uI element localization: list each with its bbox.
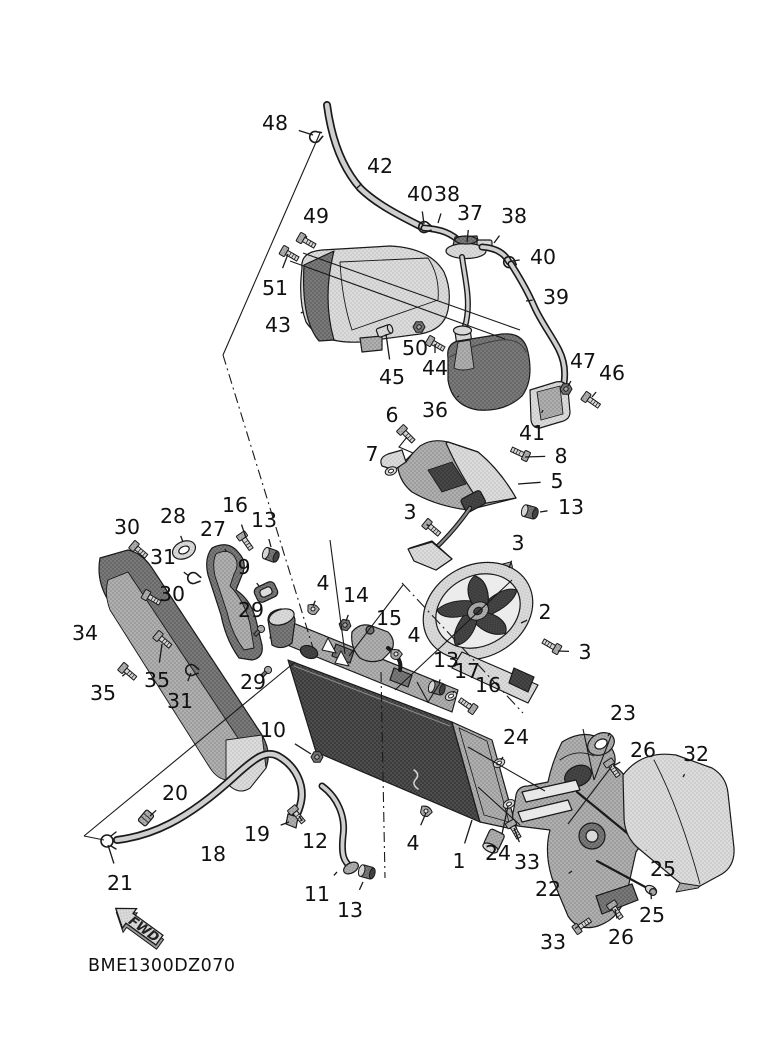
callout-38: 38 <box>500 204 528 228</box>
callout-25: 25 <box>649 857 677 881</box>
callout-13: 13 <box>557 495 585 519</box>
callout-47: 47 <box>569 349 597 373</box>
nut-47 <box>560 384 572 394</box>
callout-40: 40 <box>529 245 557 269</box>
callout-44: 44 <box>421 356 449 380</box>
callout-19: 19 <box>243 822 271 846</box>
leader-line-49 <box>306 236 307 238</box>
callout-17: 17 <box>453 659 481 683</box>
part-code: BME1300DZ070 <box>88 956 236 976</box>
reservoir-tank-36 <box>448 326 530 410</box>
callout-4: 4 <box>407 623 421 647</box>
callout-12: 12 <box>301 829 329 853</box>
leader-line-7 <box>387 468 388 469</box>
callout-29: 29 <box>237 598 265 622</box>
callout-31: 31 <box>166 689 194 713</box>
callout-15: 15 <box>375 606 403 630</box>
callout-20: 20 <box>161 781 189 805</box>
radiator-filler-neck <box>267 606 296 648</box>
callout-32: 32 <box>682 742 710 766</box>
callout-41: 41 <box>518 421 546 445</box>
leader-line-8 <box>525 456 545 457</box>
callout-51: 51 <box>261 276 289 300</box>
drain-plug-10 <box>311 752 323 762</box>
callout-43: 43 <box>264 313 292 337</box>
callout-24: 24 <box>484 841 512 865</box>
callout-29: 29 <box>239 670 267 694</box>
callout-9: 9 <box>237 555 251 579</box>
callout-40: 40 <box>406 182 434 206</box>
callout-11: 11 <box>303 882 331 906</box>
callout-24: 24 <box>502 725 530 749</box>
callout-13: 13 <box>336 898 364 922</box>
callout-10: 10 <box>259 718 287 742</box>
callout-35: 35 <box>143 668 171 692</box>
callout-23: 23 <box>609 701 637 725</box>
leader-line-36 <box>457 396 459 397</box>
callout-26: 26 <box>607 925 635 949</box>
callout-8: 8 <box>554 444 568 468</box>
callout-3: 3 <box>578 640 592 664</box>
callout-34: 34 <box>71 621 99 645</box>
callout-38: 38 <box>433 182 461 206</box>
callout-25: 25 <box>638 903 666 927</box>
callout-18: 18 <box>199 842 227 866</box>
callout-31: 31 <box>149 545 177 569</box>
callout-3: 3 <box>511 531 525 555</box>
callout-27: 27 <box>199 517 227 541</box>
callout-37: 37 <box>456 201 484 225</box>
callout-30: 30 <box>113 515 141 539</box>
nut-50 <box>413 322 425 332</box>
callout-13: 13 <box>432 648 460 672</box>
callout-42: 42 <box>366 154 394 178</box>
leader-line-4 <box>398 650 399 651</box>
fwd-label: FWD <box>125 913 162 946</box>
callout-28: 28 <box>159 504 187 528</box>
callout-26: 26 <box>629 738 657 762</box>
leader-line-16 <box>470 703 471 704</box>
callout-30: 30 <box>158 582 186 606</box>
callout-14: 14 <box>342 583 370 607</box>
callout-39: 39 <box>542 285 570 309</box>
callout-3: 3 <box>403 500 417 524</box>
callout-21: 21 <box>106 871 134 895</box>
callout-16: 16 <box>221 493 249 517</box>
callout-33: 33 <box>539 930 567 954</box>
callout-7: 7 <box>365 442 379 466</box>
callout-33: 33 <box>513 850 541 874</box>
callout-2: 2 <box>538 600 552 624</box>
callout-46: 46 <box>598 361 626 385</box>
leader-line-39 <box>526 300 533 301</box>
callout-6: 6 <box>385 403 399 427</box>
callout-36: 36 <box>421 398 449 422</box>
callout-5: 5 <box>550 469 564 493</box>
callout-48: 48 <box>261 111 289 135</box>
callout-49: 49 <box>302 204 330 228</box>
callout-4: 4 <box>316 571 330 595</box>
callout-1: 1 <box>452 849 466 873</box>
callout-35: 35 <box>89 681 117 705</box>
callout-16: 16 <box>474 673 502 697</box>
callout-50: 50 <box>401 336 429 360</box>
callout-22: 22 <box>534 877 562 901</box>
callout-4: 4 <box>406 831 420 855</box>
callout-13: 13 <box>250 508 278 532</box>
callout-45: 45 <box>378 365 406 389</box>
